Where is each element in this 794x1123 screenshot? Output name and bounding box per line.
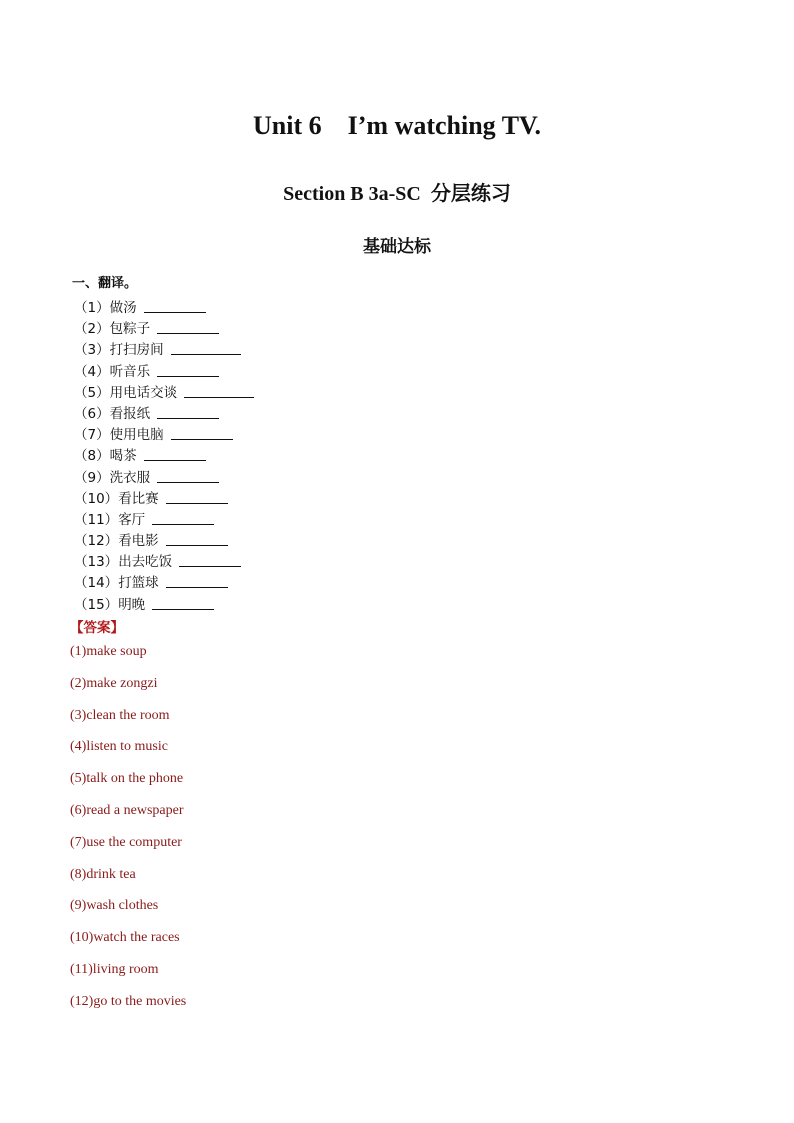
answer-item: (9)wash clothes bbox=[70, 898, 159, 914]
question-item bbox=[74, 424, 254, 445]
question-item bbox=[74, 382, 254, 403]
question-text: 喝茶 bbox=[109, 448, 137, 465]
answer-blank-line bbox=[152, 509, 214, 525]
question-text: 出去吃饭 bbox=[118, 554, 173, 571]
question-text: 使用电脑 bbox=[109, 427, 164, 444]
question-number: （15） bbox=[74, 596, 119, 613]
answer-blank-line bbox=[157, 403, 219, 419]
question-number: （9） bbox=[74, 469, 110, 486]
answer-item: (12)go to the movies bbox=[70, 993, 187, 1009]
answer-item: (5)talk on the phone bbox=[70, 771, 184, 787]
question-number: （10） bbox=[74, 490, 119, 507]
question-text: 洗衣服 bbox=[109, 469, 151, 486]
question-item bbox=[74, 403, 254, 424]
question-text: 包粽子 bbox=[109, 321, 151, 338]
question-item bbox=[74, 297, 254, 318]
answer-blank-line bbox=[184, 382, 254, 398]
answer-item: (1)make soup bbox=[70, 644, 147, 659]
answer-blank-line bbox=[144, 445, 206, 461]
answer-tag: 【答案】 bbox=[70, 620, 124, 636]
question-text: 打扫房间 bbox=[109, 342, 164, 359]
question-text: 打篮球 bbox=[118, 575, 159, 592]
question-item bbox=[74, 572, 254, 593]
answer-item: (10)watch the races bbox=[70, 930, 180, 946]
question-text: 听音乐 bbox=[109, 363, 151, 380]
question-number: （3） bbox=[74, 342, 110, 359]
answer-blank-line bbox=[166, 488, 228, 504]
question-number: （8） bbox=[74, 448, 110, 465]
answer-item: (2)make zongzi bbox=[70, 675, 158, 691]
question-number: （12） bbox=[74, 533, 119, 550]
question-text: 客厅 bbox=[118, 511, 146, 528]
question-number: （11） bbox=[74, 511, 119, 528]
answer-item: (7)use the computer bbox=[70, 834, 182, 850]
answer-item: (6)read a newspaper bbox=[70, 802, 184, 818]
answer-blank-line bbox=[157, 361, 219, 377]
question-number: （13） bbox=[74, 554, 119, 571]
question-item bbox=[74, 488, 254, 509]
question-number: （7） bbox=[74, 427, 110, 444]
question-item bbox=[74, 339, 254, 360]
answer-blank-line bbox=[171, 339, 241, 355]
answer-blank-line bbox=[144, 297, 206, 313]
answer-blank-line bbox=[166, 530, 228, 546]
question-item bbox=[74, 509, 254, 530]
level-heading: 基础达标 bbox=[363, 237, 431, 257]
answer-item: (3)clean the room bbox=[70, 707, 170, 723]
answer-blank-line bbox=[157, 467, 219, 483]
answer-blank-line bbox=[157, 318, 219, 334]
answer-list bbox=[70, 642, 186, 1024]
answer-blank-line bbox=[152, 594, 214, 610]
question-text: 看报纸 bbox=[109, 405, 151, 422]
question-item bbox=[74, 594, 254, 615]
question-item bbox=[74, 361, 254, 382]
answer-blank-line bbox=[171, 424, 233, 440]
question-item bbox=[74, 445, 254, 466]
question-item bbox=[74, 551, 254, 572]
question-number: （5） bbox=[74, 384, 110, 401]
question-number: （2） bbox=[74, 321, 110, 338]
answer-item: (8)drink tea bbox=[70, 866, 136, 882]
question-number: （14） bbox=[74, 575, 119, 592]
question-number: （4） bbox=[74, 363, 110, 380]
answer-blank-line bbox=[179, 551, 241, 567]
section-heading: 一、翻译。 bbox=[72, 276, 138, 291]
answer-blank-line bbox=[166, 572, 228, 588]
question-list bbox=[74, 297, 254, 615]
question-text: 看比赛 bbox=[118, 490, 159, 507]
question-text: 看电影 bbox=[118, 533, 159, 550]
page-subtitle: Section B 3a-SC 分层练习 bbox=[283, 183, 511, 205]
question-item bbox=[74, 467, 254, 488]
question-item bbox=[74, 530, 254, 551]
page-title: Unit 6 I’m watching TV. bbox=[253, 111, 541, 140]
question-text: 明晚 bbox=[118, 596, 146, 613]
question-number: （6） bbox=[74, 405, 110, 422]
question-text: 做汤 bbox=[109, 300, 137, 316]
question-text: 用电话交谈 bbox=[109, 384, 178, 401]
question-number: （1） bbox=[74, 300, 110, 316]
answer-item: (4)listen to music bbox=[70, 739, 168, 755]
answer-item: (11)living room bbox=[70, 961, 159, 977]
question-item bbox=[74, 318, 254, 339]
